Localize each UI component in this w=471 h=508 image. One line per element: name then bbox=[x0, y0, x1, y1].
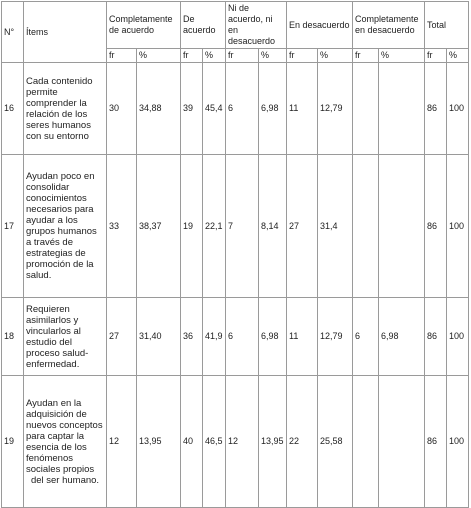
header-total: Total bbox=[425, 2, 469, 49]
disagree-pct: 31,4 bbox=[318, 155, 353, 298]
subheader-fr: fr bbox=[226, 49, 259, 63]
subheader-fr: fr bbox=[107, 49, 137, 63]
completely-disagree-fr bbox=[353, 63, 379, 155]
total-fr: 86 bbox=[425, 298, 447, 376]
row-number: 18 bbox=[2, 298, 24, 376]
row-number: 19 bbox=[2, 376, 24, 508]
completely-agree-pct: 13,95 bbox=[137, 376, 181, 508]
disagree-pct: 12,79 bbox=[318, 298, 353, 376]
neither-fr: 6 bbox=[226, 63, 259, 155]
completely-disagree-pct bbox=[379, 63, 425, 155]
completely-disagree-pct bbox=[379, 376, 425, 508]
agree-pct: 45,4 bbox=[203, 63, 226, 155]
table-row bbox=[2, 298, 469, 376]
completely-agree-fr: 12 bbox=[107, 376, 137, 508]
agree-pct: 46,5 bbox=[203, 376, 226, 508]
header-completely-disagree: Completamente en desacuerdo bbox=[353, 2, 425, 49]
agree-fr: 40 bbox=[181, 376, 203, 508]
neither-pct: 6,98 bbox=[259, 63, 287, 155]
disagree-fr: 11 bbox=[287, 298, 318, 376]
subheader-pct: % bbox=[137, 49, 181, 63]
subheader-pct: % bbox=[318, 49, 353, 63]
completely-disagree-fr: 6 bbox=[353, 298, 379, 376]
neither-pct: 8,14 bbox=[259, 155, 287, 298]
completely-agree-fr: 27 bbox=[107, 298, 137, 376]
neither-pct: 13,95 bbox=[259, 376, 287, 508]
agree-pct: 41,9 bbox=[203, 298, 226, 376]
subheader-pct: % bbox=[379, 49, 425, 63]
table-row bbox=[2, 155, 469, 298]
completely-disagree-pct: 6,98 bbox=[379, 298, 425, 376]
completely-disagree-fr bbox=[353, 376, 379, 508]
subheader-fr: fr bbox=[425, 49, 447, 63]
agree-fr: 39 bbox=[181, 63, 203, 155]
header-agree: De acuerdo bbox=[181, 2, 226, 49]
neither-fr: 12 bbox=[226, 376, 259, 508]
agree-pct: 22,1 bbox=[203, 155, 226, 298]
completely-disagree-pct bbox=[379, 155, 425, 298]
subheader-pct: % bbox=[203, 49, 226, 63]
agree-fr: 19 bbox=[181, 155, 203, 298]
item-text: Requieren asimilarlos y vincularlos al estudio del proceso salud-enfermedad. bbox=[24, 298, 107, 376]
total-pct: 100 bbox=[447, 155, 469, 298]
neither-pct: 6,98 bbox=[259, 298, 287, 376]
neither-fr: 7 bbox=[226, 155, 259, 298]
total-fr: 86 bbox=[425, 376, 447, 508]
completely-disagree-fr bbox=[353, 155, 379, 298]
item-text: Cada contenido permite comprender la relación de los seres humanos con su entorno bbox=[24, 63, 107, 155]
disagree-fr: 11 bbox=[287, 63, 318, 155]
agree-fr: 36 bbox=[181, 298, 203, 376]
item-text: Ayudan en la adquisición de nuevos conceptos para captar la esencia de los fenómenos sociales propios del ser humano. bbox=[24, 376, 107, 508]
row-number: 16 bbox=[2, 63, 24, 155]
subheader-fr: fr bbox=[287, 49, 318, 63]
total-pct: 100 bbox=[447, 298, 469, 376]
row-number: 17 bbox=[2, 155, 24, 298]
item-text: Ayudan poco en consolidar conocimientos necesarios para ayudar a los grupos humanos a través de estrategias de promoción de la salud. bbox=[24, 155, 107, 298]
subheader-fr: fr bbox=[353, 49, 379, 63]
header-items: Ítems bbox=[24, 2, 107, 63]
completely-agree-fr: 33 bbox=[107, 155, 137, 298]
total-pct: 100 bbox=[447, 63, 469, 155]
subheader-pct: % bbox=[259, 49, 287, 63]
neither-fr: 6 bbox=[226, 298, 259, 376]
completely-agree-pct: 34,88 bbox=[137, 63, 181, 155]
table-row bbox=[2, 376, 469, 508]
header-row bbox=[2, 2, 469, 49]
header-disagree: En desacuerdo bbox=[287, 2, 353, 49]
completely-agree-fr: 30 bbox=[107, 63, 137, 155]
completely-agree-pct: 31,40 bbox=[137, 298, 181, 376]
completely-agree-pct: 38,37 bbox=[137, 155, 181, 298]
total-pct: 100 bbox=[447, 376, 469, 508]
subheader-pct: % bbox=[447, 49, 469, 63]
header-completely-agree: Completamente de acuerdo bbox=[107, 2, 181, 49]
disagree-fr: 22 bbox=[287, 376, 318, 508]
total-fr: 86 bbox=[425, 155, 447, 298]
subheader-fr: fr bbox=[181, 49, 203, 63]
disagree-pct: 25,58 bbox=[318, 376, 353, 508]
disagree-fr: 27 bbox=[287, 155, 318, 298]
disagree-pct: 12,79 bbox=[318, 63, 353, 155]
header-no: N° bbox=[2, 2, 24, 63]
survey-table bbox=[1, 1, 469, 508]
header-neither: Ni de acuerdo, ni en desacuerdo bbox=[226, 2, 287, 49]
total-fr: 86 bbox=[425, 63, 447, 155]
table-row bbox=[2, 63, 469, 155]
